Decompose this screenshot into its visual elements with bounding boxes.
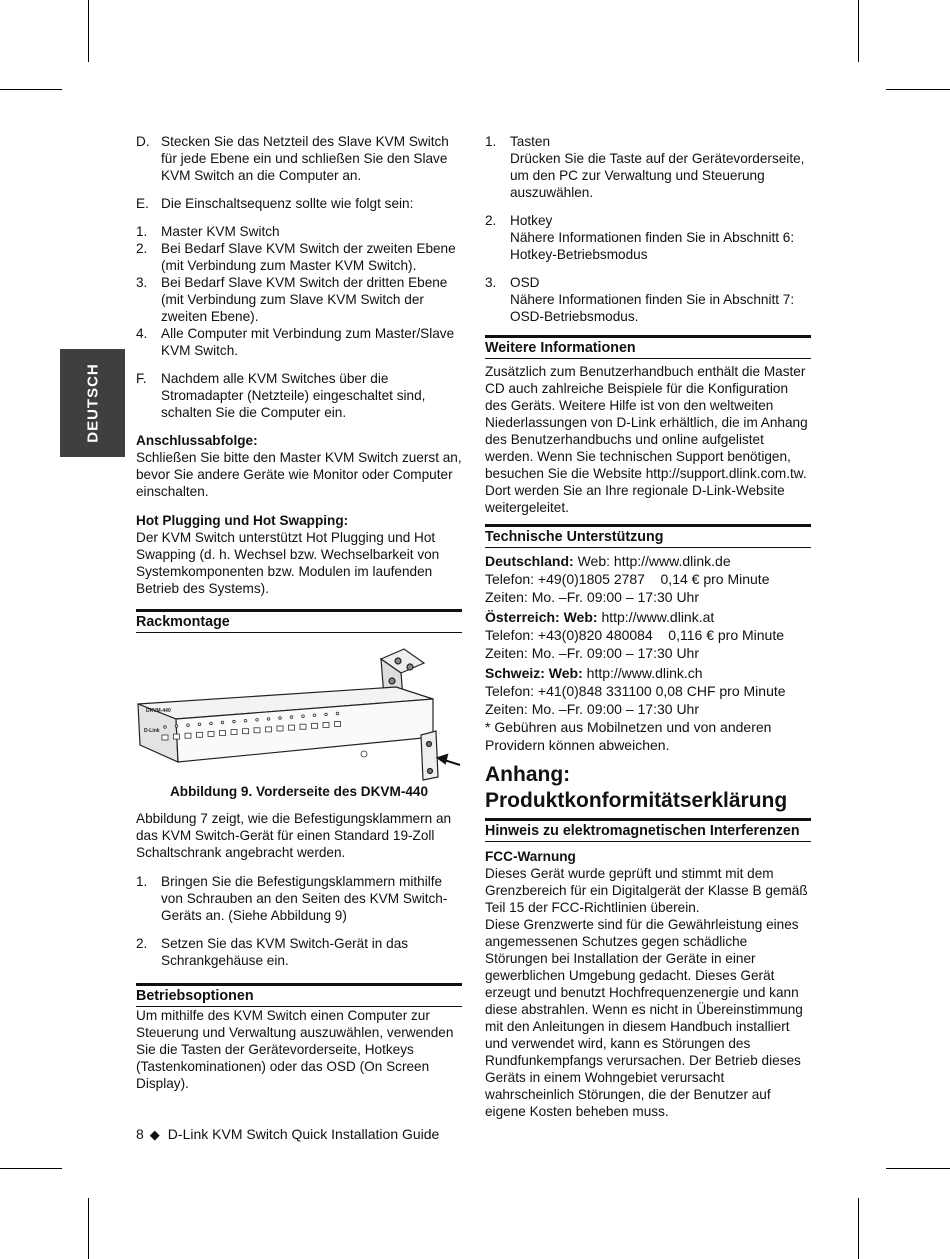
port-led xyxy=(175,725,178,728)
port-button xyxy=(162,735,168,740)
right-column xyxy=(485,133,811,1120)
port-button xyxy=(208,731,214,736)
language-tab-label: DEUTSCH xyxy=(84,363,101,443)
list-text: Stecken Sie das Netzteil des Slave KVM Switch für jede Ebene ein und schließen Sie den Slave KVM Switch an die Computer an. xyxy=(161,134,449,183)
port-led xyxy=(256,719,259,722)
contact-country: Deutschland: xyxy=(485,553,574,569)
port-led xyxy=(198,723,201,726)
list-item xyxy=(136,873,462,924)
list-text: Alle Computer mit Verbindung zum Master/Slave KVM Switch. xyxy=(161,326,455,358)
hotplug-heading: Hot Plugging und Hot Swapping: xyxy=(136,513,349,528)
port-button xyxy=(335,722,341,727)
list-label: 3. xyxy=(485,275,497,290)
contact-hours: Zeiten: Mo. –Fr. 09:00 – 17:30 Uhr xyxy=(485,645,700,661)
contact-austria xyxy=(485,608,811,662)
left-column xyxy=(136,133,462,1109)
port-button xyxy=(323,722,329,727)
option-title: Hotkey xyxy=(510,213,553,228)
list-item xyxy=(136,133,462,184)
port-button xyxy=(289,725,295,730)
betrieb-heading: Betriebsoptionen xyxy=(136,983,462,1007)
list-label: 2. xyxy=(136,936,148,951)
list-item xyxy=(136,325,462,359)
list-text: Nachdem alle KVM Switches über die Stromadapter (Netzteile) eingeschaltet sind, schalten Sie die Computer ein. xyxy=(161,371,426,420)
contact-web: http://www.dlink.de xyxy=(613,553,731,569)
hotplug-text: Der KVM Switch unterstützt Hot Plugging und Hot Swapping (d. h. Wechsel bzw. Wechselbarkeit von Systemkomponenten bzw. Modulen im laufenden Betrieb des Systems). xyxy=(136,530,440,596)
fee-note: * Gebühren aus Mobilnetzen und von anderen Providern können abweichen. xyxy=(485,719,772,753)
list-label: E. xyxy=(136,196,149,211)
list-label: F. xyxy=(136,371,147,386)
emv-heading: Hinweis zu elektromagnetischen Interferenzen xyxy=(485,818,811,842)
crop-mark xyxy=(858,0,859,62)
contact-web-label: Web: xyxy=(577,553,611,569)
option-text: Nähere Informationen finden Sie in Abschnitt 6: Hotkey-Betriebsmodus xyxy=(510,230,795,262)
port-button xyxy=(174,734,180,739)
list-text: Die Einschaltsequenz sollte wie folgt sein: xyxy=(161,196,414,211)
port-led xyxy=(313,714,316,717)
contact-phone: Telefon: +49(0)1805 2787 0,14 € pro Minute xyxy=(485,571,770,587)
contact-germany xyxy=(485,552,811,606)
list-label: D. xyxy=(136,134,150,149)
appendix-title xyxy=(485,762,811,814)
list-label: 3. xyxy=(136,275,148,290)
device-figure xyxy=(136,637,462,783)
rack-heading: Rackmontage xyxy=(136,609,462,633)
option-title: OSD xyxy=(510,275,540,290)
rack-text: Abbildung 7 zeigt, wie die Befestigungsklammern an das KVM Switch-Gerät für einen Standard 19-Zoll Schaltschrank angebracht werden. xyxy=(136,811,452,860)
betrieb-text: Um mithilfe des KVM Switch einen Computer zur Steuerung und Verwaltung auszuwählen, verwenden Sie die Tasten der Gerätevorderseite, Hotkeys (Tastenkominationen) oder das OSD (On Screen Display). xyxy=(136,1008,454,1091)
crop-mark xyxy=(0,1168,62,1169)
page-number: 8 xyxy=(136,1126,144,1142)
port-led xyxy=(302,715,305,718)
list-label: 1. xyxy=(136,224,148,239)
port-led xyxy=(267,718,270,721)
list-text: Bei Bedarf Slave KVM Switch der zweiten Ebene (mit Verbindung zum Master KVM Switch). xyxy=(161,241,456,273)
figure-caption: Abbildung 9. Vorderseite des DKVM-440 xyxy=(169,784,429,799)
weitere-heading: Weitere Informationen xyxy=(485,335,811,359)
option-item xyxy=(485,133,811,201)
crop-mark xyxy=(88,1198,89,1259)
list-label: 4. xyxy=(136,326,148,341)
port-led xyxy=(325,713,328,716)
port-button xyxy=(231,730,237,735)
list-label: 1. xyxy=(485,134,497,149)
port-led xyxy=(233,720,236,723)
tech-heading: Technische Unterstützung xyxy=(485,524,811,548)
device-model-label: DKVM-440 xyxy=(146,708,171,714)
port-button xyxy=(220,731,226,736)
option-text: Nähere Informationen finden Sie in Abschnitt 7: OSD-Betriebsmodus. xyxy=(510,292,795,324)
option-title: Tasten xyxy=(510,134,551,149)
crop-mark xyxy=(886,89,950,90)
contact-web-label: Web: xyxy=(548,665,583,681)
option-item xyxy=(485,274,811,325)
crop-mark xyxy=(858,1198,859,1259)
port-led xyxy=(336,712,339,715)
arrow-icon xyxy=(438,755,460,765)
diamond-icon: ◆ xyxy=(149,1127,160,1142)
anschluss-text: Schließen Sie bitte den Master KVM Switch zuerst an, bevor Sie andere Geräte wie Monitor oder Computer einschalten. xyxy=(136,450,462,499)
list-text: Master KVM Switch xyxy=(161,224,280,239)
anschluss-heading: Anschlussabfolge: xyxy=(136,433,258,448)
contact-web: http://www.dlink.at xyxy=(601,609,715,625)
option-item xyxy=(485,212,811,263)
list-item xyxy=(136,223,462,240)
device-brand-label: D-Link xyxy=(144,728,160,734)
port-led xyxy=(244,719,247,722)
port-led xyxy=(290,716,293,719)
port-led xyxy=(210,722,213,725)
port-button xyxy=(312,723,318,728)
port-button xyxy=(197,732,203,737)
contact-web-label: Web: xyxy=(563,609,598,625)
list-label: 2. xyxy=(485,213,497,228)
port-button xyxy=(277,726,283,731)
fcc-heading: FCC-Warnung xyxy=(485,849,576,864)
appendix-title-line1: Anhang: xyxy=(485,763,571,786)
port-led xyxy=(279,717,282,720)
port-button xyxy=(254,728,260,733)
kvm-device xyxy=(138,687,438,780)
list-item xyxy=(136,370,462,421)
crop-mark xyxy=(886,1168,950,1169)
page-footer xyxy=(136,1126,439,1143)
list-text: Setzen Sie das KVM Switch-Gerät in das Schrankgehäuse ein. xyxy=(161,936,409,968)
option-text: Drücken Sie die Taste auf der Gerätevorderseite, um den PC zur Verwaltung und Steuerung auszuwählen. xyxy=(510,151,805,200)
list-item xyxy=(136,935,462,969)
list-label: 1. xyxy=(136,874,148,889)
list-item xyxy=(136,274,462,325)
list-label: 2. xyxy=(136,241,148,256)
footer-title: D-Link KVM Switch Quick Installation Guide xyxy=(167,1126,440,1142)
language-tab xyxy=(60,349,125,457)
port-led xyxy=(164,726,167,729)
contact-phone: Telefon: +41(0)848 331100 0,08 CHF pro Minute xyxy=(485,683,786,699)
contact-country: Schweiz: xyxy=(485,665,545,681)
appendix-title-line2: Produktkonformitätserklärung xyxy=(485,789,788,812)
list-item xyxy=(136,240,462,274)
port-button xyxy=(266,727,272,732)
kvm-front-illustration xyxy=(136,637,462,783)
contact-country: Österreich: xyxy=(485,609,560,625)
contact-phone: Telefon: +43(0)820 480084 0,116 € pro Minute xyxy=(485,627,785,643)
list-text: Bringen Sie die Befestigungsklammern mithilfe von Schrauben an den Seiten des KVM Switch-Geräts an. (Siehe Abbildung 9) xyxy=(161,874,448,923)
crop-mark xyxy=(88,0,89,62)
contact-hours: Zeiten: Mo. –Fr. 09:00 – 17:30 Uhr xyxy=(485,701,700,717)
port-button xyxy=(243,729,249,734)
port-led xyxy=(187,724,190,727)
crop-mark xyxy=(0,89,62,90)
contact-switzerland xyxy=(485,664,811,754)
contact-web: http://www.dlink.ch xyxy=(586,665,703,681)
fcc-text-2: Diese Grenzwerte sind für die Gewährleistung eines angemessenen Schutzes gegen schädliche Störungen bei Installation der Geräte in einer gewerblichen Umgebung gedacht. Dieses Gerät erzeugt und benutzt Hochfrequenzenergie und kann diese abstrahlen. Wenn es nicht in Übereinstimmung mit den Anleitungen in diesem Handbuch installiert und verwendet wird, kann es Störungen des Rundfunkempfangs verursachen. Der Betrieb dieses Geräts in einem Wohngebiet verursacht wahrscheinlich Störungen, die der Benutzer auf eigene Kosten beheben muss. xyxy=(485,917,803,1119)
fcc-text-1: Dieses Gerät wurde geprüft und stimmt mit dem Grenzbereich für ein Digitalgerät der Klasse B gemäß Teil 15 der FCC-Richtlinien überein. xyxy=(485,866,808,915)
weitere-text: Zusätzlich zum Benutzerhandbuch enthält die Master CD auch zahlreiche Beispiele für die Konfiguration des Geräts. Weitere Hilfe ist von den weltweiten Niederlassungen von D-Link erhältlich, die im Anhang des Benutzerhandbuchs und online aufgelistet werden. Wenn Sie technischen Support benötigen, besuchen Sie die Website http://support.dlink.com.tw. Dort werden Sie an Ihre regionale D-Link-Website weitergeleitet. xyxy=(485,364,808,515)
list-item xyxy=(136,195,462,212)
contact-hours: Zeiten: Mo. –Fr. 09:00 – 17:30 Uhr xyxy=(485,589,700,605)
list-text: Bei Bedarf Slave KVM Switch der dritten Ebene (mit Verbindung zum Slave KVM Switch der zweiten Ebene). xyxy=(161,275,448,324)
port-button xyxy=(300,724,306,729)
port-led xyxy=(221,721,224,724)
port-button xyxy=(185,733,191,738)
